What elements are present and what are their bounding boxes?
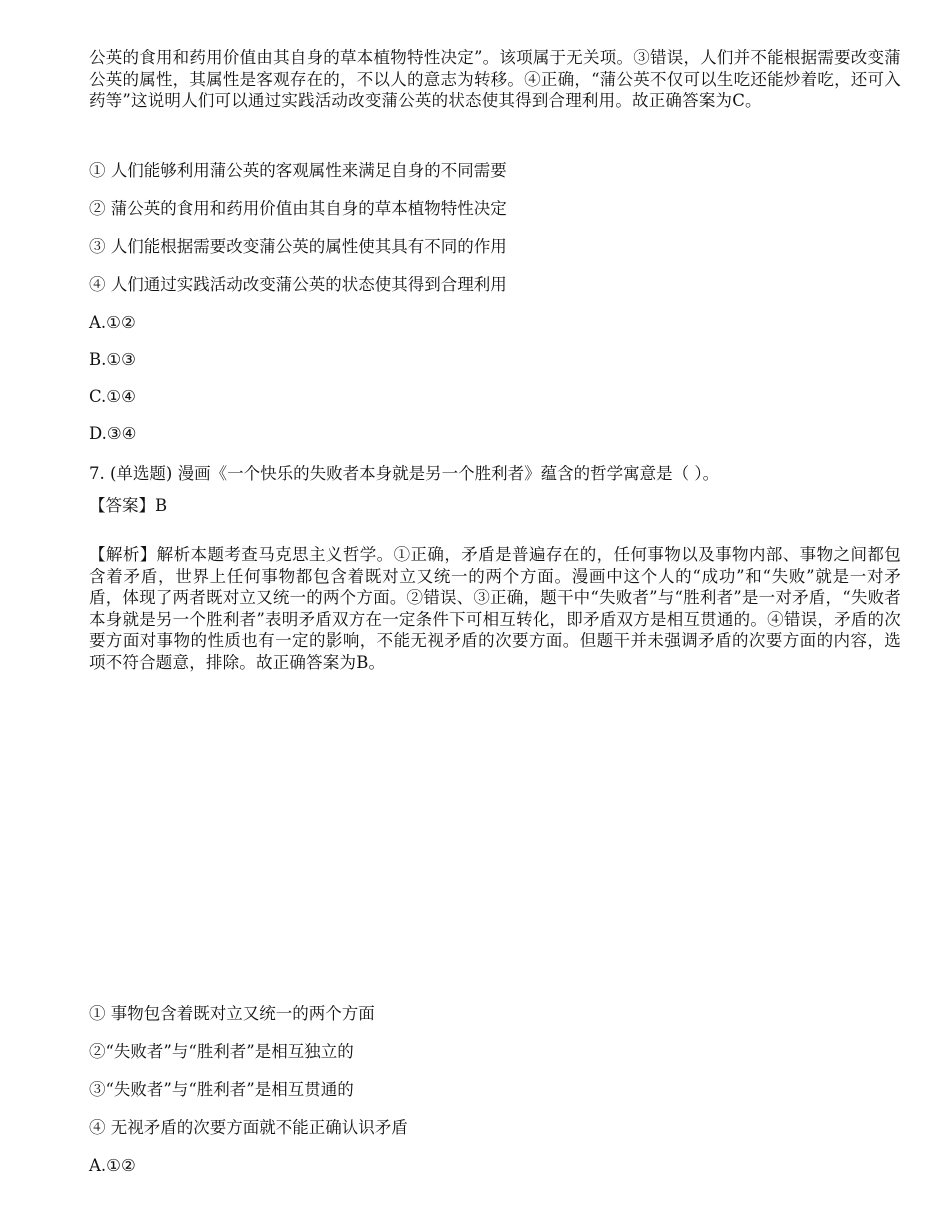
q6-analysis-tail: 公英的食用和药用价值由其自身的草本植物特性决定”。该项属于无关项。③错误，人们并不能根据需要改变蒲公英的属性，其属性是客观存在的，不以人的意志为转移。④正确，“蒲公英不仅可以生吃还能炒着吃，还可入药等”这说明人们可以通过实践活动改变蒲公英的状态使其得到合理利用。故正确答案为C。	[89, 48, 901, 110]
q7-statement-1: ① 事物包含着既对立又统一的两个方面	[89, 1004, 375, 1023]
q7-statement-2: ②“失败者”与“胜利者”是相互独立的	[89, 1042, 354, 1061]
q7-question: 7. (单选题) 漫画《一个快乐的失败者本身就是另一个胜利者》蕴含的哲学寓意是（ ）。	[89, 464, 720, 483]
q6-option-b: B.①③	[89, 350, 136, 369]
q6-statement-2: ② 蒲公英的食用和药用价值由其自身的草本植物特性决定	[89, 199, 507, 218]
q6-option-a: A.①②	[89, 313, 136, 332]
q6-option-c: C.①④	[89, 387, 136, 406]
q7-statement-4: ④ 无视矛盾的次要方面就不能正确认识矛盾	[89, 1118, 408, 1137]
q6-statement-4: ④ 人们通过实践活动改变蒲公英的状态使其得到合理利用	[89, 275, 507, 294]
q6-option-d: D.③④	[89, 424, 137, 443]
q7-analysis: 【解析】解析本题考查马克思主义哲学。①正确，矛盾是普遍存在的，任何事物以及事物内部、事物之间都包含着矛盾，世界上任何事物都包含着既对立又统一的两个方面。漫画中这个人的“成功”和“失败”就是一对矛盾，体现了两者既对立又统一的两个方面。②错误、③正确，题干中“失败者”与“胜利者”是一对矛盾，“失败者本身就是另一个胜利者”表明矛盾双方在一定条件下可相互转化，即矛盾双方是相互贯通的。④错误，矛盾的次要方面对事物的性质也有一定的影响，不能无视矛盾的次要方面。但题干并未强调矛盾的次要方面的内容，选项不符合题意，排除。故正确答案为B。	[89, 545, 901, 672]
q7-option-a: A.①②	[89, 1156, 136, 1175]
q6-statement-3: ③ 人们能根据需要改变蒲公英的属性使其具有不同的作用	[89, 237, 507, 256]
q7-answer: 【答案】B	[89, 496, 168, 515]
q6-statement-1: ① 人们能够利用蒲公英的客观属性来满足自身的不同需要	[89, 161, 507, 180]
q7-statement-3: ③“失败者”与“胜利者”是相互贯通的	[89, 1080, 354, 1099]
